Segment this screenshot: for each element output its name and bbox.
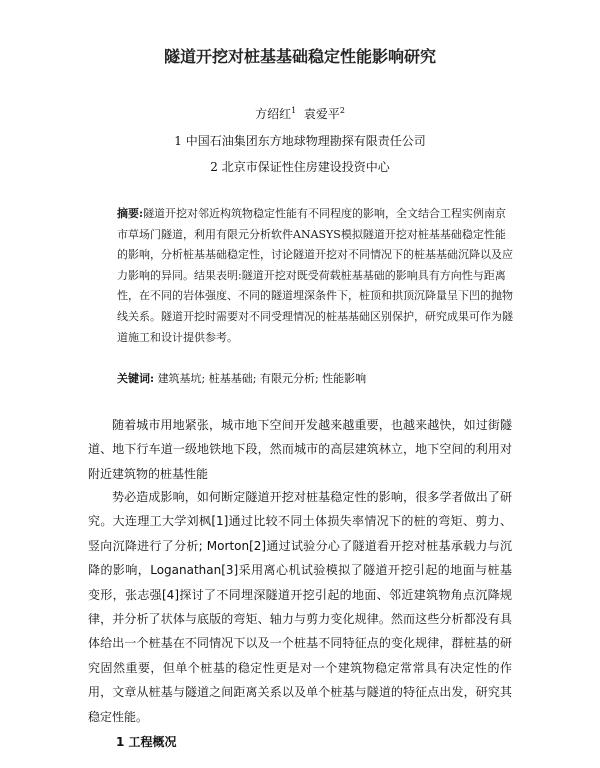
body-paragraph-1: 随着城市用地紧张，城市地下空间开发越来越重要，也越来越快，如过街隧道、地下行车道一级地铁地下段，然而城市的高层建筑林立，地下空间的利用对附近建筑物的桩基性能 <box>88 418 512 481</box>
author-line <box>0 105 600 122</box>
author-affil-mark: 2 <box>339 106 345 115</box>
body-paragraph-2: 势必造成影响，如何断定隧道开挖对桩基稳定性的影响，很多学者做出了研究。大连理工大学刘枫[1]通过比较不同土体损失率情况下的桩的弯矩、剪力、竖向沉降进行了分析; Morton[2]通过试验分心了隧道看开挖对桩基承载力与沉降的影响，Loganathan[3]采用离心机试验模拟了隧道开挖引起的地面与桩基变形，张志强[4]探讨了不同埋深隧道开挖引起的地面、邻近建筑物角点沉降规律，并分析了状体与底版的弯矩、轴力与剪力变化规律。然而这些分析都没有具体给出一个桩基在不同情况下以及一个桩基不同特征点的变化规律，群桩基的研究固然重要，但单个桩基的稳定性更是对一个建筑物稳定常常具有决定性的作用，文章从桩基与隧道之间距离关系以及单个桩基与隧道的特征点出发，研究其稳定性能。 <box>88 490 512 724</box>
abstract-label: 摘要: <box>117 207 144 220</box>
author-name: 袁爱平 <box>303 107 340 121</box>
keywords-text: 建筑基坑; 桩基基础; 有限元分析; 性能影响 <box>157 372 367 385</box>
abstract-text: 隧道开挖对邻近构筑物稳定性能有不同程度的影响，全文结合工程实例南京市草场门隧道，利用有限元分析软件ANASYS模拟隧道开挖对桩基基础稳定性能的影响，分析桩基基础稳定性，讨论隧道开挖对不同情况下的桩基基础沉降以及应力影响的异同。结果表明:隧道开挖对既受荷载桩基基础的影响具有方向性与距离性，在不同的岩体强度、不同的隧道埋深条件下，桩顶和拱顶沉降量呈下凹的抛物线关系。隧道开挖时需要对不同受理情况的桩基基础区别保护，研究成果可作为隧道施工和设计提供参考。 <box>117 207 513 344</box>
keywords <box>117 370 513 388</box>
paper-title: 隧道开挖对桩基基础稳定性能影响研究 <box>163 47 436 66</box>
section-heading: 1 工程概况 <box>116 735 177 749</box>
author-affil-mark: 1 <box>291 106 297 115</box>
affiliation-2: 2 北京市保证性住房建设投资中心 <box>210 160 390 174</box>
keywords-label: 关键词: <box>117 372 155 385</box>
affiliation-1: 1 中国石油集团东方地球物理勘探有限责任公司 <box>174 134 426 148</box>
abstract <box>117 204 513 348</box>
author-name: 方绍红 <box>255 107 292 121</box>
